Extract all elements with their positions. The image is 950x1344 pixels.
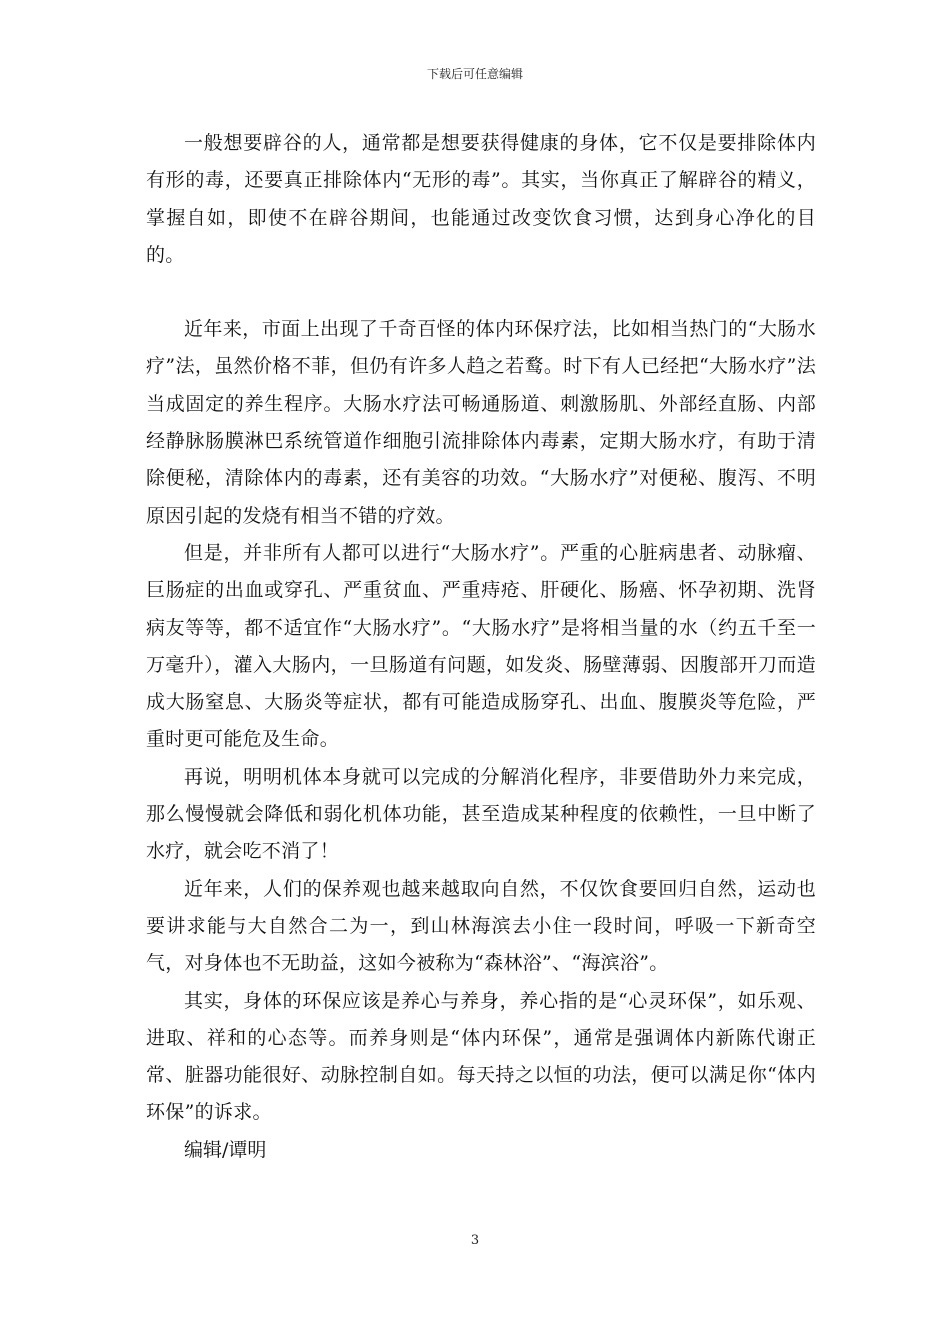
paragraph-2: 近年来，市面上出现了千奇百怪的体内环保疗法，比如相当热门的“大肠水疗”法，虽然价格不菲，但仍有许多人趋之若鹜。时下有人已经把“大肠水疗”法当成固定的养生程序。大肠水疗法可畅通肠道、刺激肠肌、外部经直肠、内部经静脉肠膜淋巴系统管道作细胞引流排除体内毒素，定期大肠水疗，有助于清除便秘，清除体内的毒素，还有美容的功效。“大肠水疗”对便秘、腹泻、不明原因引起的发烧有相当不错的疗效。	[146, 318, 816, 527]
page-number: 3	[470, 1233, 480, 1248]
paragraph-4: 再说，明明机体本身就可以完成的分解消化程序，非要借助外力来完成，那么慢慢就会降低和弱化机体功能，甚至造成某种程度的依赖性，一旦中断了水疗，就会吃不消了！	[146, 765, 816, 863]
paragraph-spacer	[146, 274, 816, 311]
paragraph-6: 其实，身体的环保应该是养心与养身，养心指的是“心灵环保”，如乐观、进取、祥和的心态等。而养身则是“体内环保”，通常是强调体内新陈代谢正常、脏器功能很好、动脉控制自如。每天持之以恒的功法，便可以满足你“体内环保”的诉求。	[146, 989, 816, 1124]
article-body	[146, 125, 816, 1169]
page-header: 下载后可任意编辑	[426, 67, 523, 81]
paragraph-1: 一般想要辟谷的人，通常都是想要获得健康的身体，它不仅是要排除体内有形的毒，还要真正排除体内“无形的毒”。其实，当你真正了解辟谷的精义，掌握自如，即使不在辟谷期间，也能通过改变饮食习惯，达到身心净化的目的。	[146, 132, 816, 266]
editor-signature: 编辑/谭明	[184, 1138, 267, 1161]
paragraph-5: 近年来，人们的保养观也越来越取向自然，不仅饮食要回归自然，运动也要讲求能与大自然合二为一，到山林海滨去小住一段时间，呼吸一下新奇空气，对身体也不无助益，这如今被称为“森林浴”、“海滨浴”。	[146, 877, 816, 975]
paragraph-3: 但是，并非所有人都可以进行“大肠水疗”。严重的心脏病患者、动脉瘤、巨肠症的出血或穿孔、严重贫血、严重痔疮、肝硬化、肠癌、怀孕初期、洗肾病友等等，都不适宜作“大肠水疗”。“大肠水疗”是将相当量的水（约五千至一万毫升），灌入大肠内，一旦肠道有问题，如发炎、肠壁薄弱、因腹部开刀而造成大肠窒息、大肠炎等症状，都有可能造成肠穿孔、出血、腹膜炎等危险，严重时更可能危及生命。	[146, 541, 816, 751]
